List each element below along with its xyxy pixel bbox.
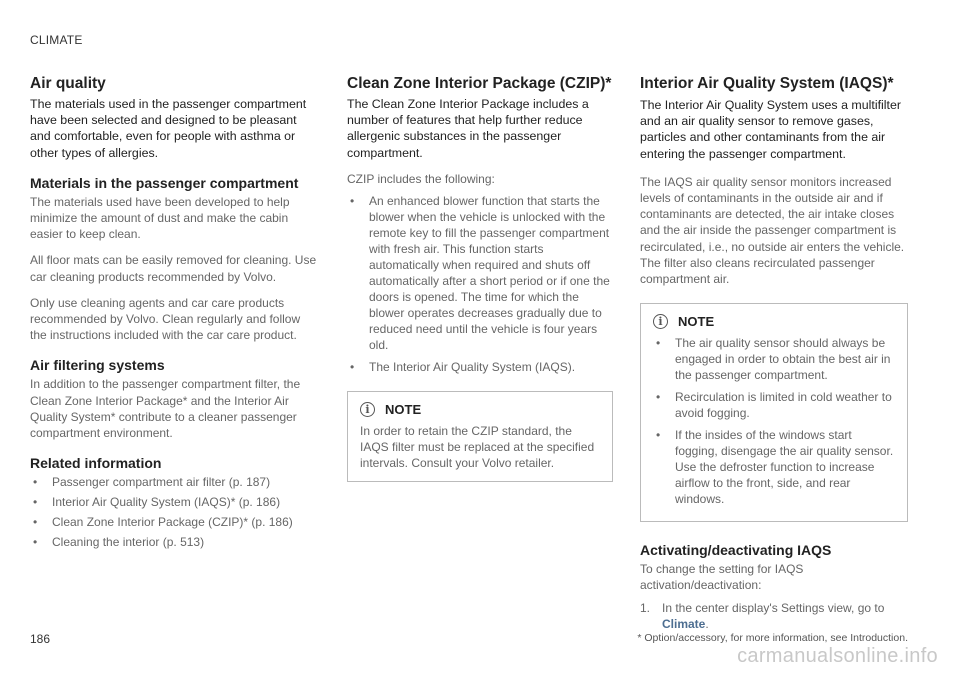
heading-related-info: Related information bbox=[30, 455, 162, 472]
bullet-dot: • bbox=[656, 336, 661, 351]
related-link-czip[interactable]: • Clean Zone Interior Package (CZIP)* (p. 186) bbox=[33, 515, 293, 530]
materials-paragraph-3: Only use cleaning agents and car care products recommended by Volvo. Clean regularly and follow the instructions included with the car care product. bbox=[30, 295, 301, 343]
iaqs-note-item: • Recirculation is limited in cold weather to avoid fogging. bbox=[656, 390, 892, 421]
bullet-dot: • bbox=[33, 535, 38, 550]
bullet-dot: • bbox=[33, 515, 38, 530]
bullet-dot: • bbox=[350, 360, 355, 375]
section-header: CLIMATE bbox=[30, 33, 83, 47]
column-air-quality bbox=[30, 75, 320, 554]
heading-air-filtering: Air filtering systems bbox=[30, 357, 165, 374]
note-title: NOTE bbox=[678, 314, 715, 330]
air-quality-intro: The materials used in the passenger compartment have been selected and designed to be pleasant and comfortable, even for people with asthma or other types of allergies. bbox=[30, 97, 307, 160]
heading-activating-iaqs: Activating/deactivating IAQS bbox=[640, 542, 832, 559]
info-circle-icon: i bbox=[653, 314, 668, 329]
heading-materials: Materials in the passenger compartment bbox=[30, 174, 299, 191]
bullet-dot: • bbox=[33, 495, 38, 510]
czip-feature-list bbox=[347, 193, 613, 375]
bullet-dot: • bbox=[350, 194, 355, 209]
watermark: carmanualsonline.info bbox=[737, 645, 938, 667]
czip-note-box bbox=[347, 391, 613, 482]
related-links-list bbox=[30, 474, 320, 550]
step-text: In the center display's Settings view, go to bbox=[662, 600, 885, 615]
czip-note-text: In order to retain the CZIP standard, the IAQS filter must be replaced at the specified intervals. Consult your Volvo retailer. bbox=[360, 424, 595, 471]
czip-feature-iaqs: • The Interior Air Quality System (IAQS). bbox=[350, 360, 576, 375]
column-czip bbox=[347, 75, 613, 482]
iaqs-description: The IAQS air quality sensor monitors increased levels of contaminants in the outside air and if contaminants are detected, the air intake closes and the air inside the passenger compartment is recirculated, i.e., no outside air enters the vehicle. The filter also cleans recirculated passenger compartment air. bbox=[640, 174, 905, 287]
activating-iaqs-paragraph: To change the setting for IAQS activation/deactivation: bbox=[640, 562, 804, 593]
heading-air-quality: Air quality bbox=[30, 75, 106, 92]
related-link-filter[interactable]: • Passenger compartment air filter (p. 187) bbox=[33, 475, 271, 490]
footnote: * Option/accessory, for more information, see Introduction. bbox=[637, 632, 908, 644]
activation-step-1 bbox=[640, 600, 908, 632]
iaqs-note-list bbox=[653, 335, 895, 507]
czip-feature-blower: • An enhanced blower function that starts the blower when the vehicle is unlocked with the remote key to fill the passenger compartment with fresh air. This function starts automatically when required and shuts off automatically after a short period or if one the doors is opened. The time for which the blower operates decreases gradually due to reduced need until the vehicle is four years old. bbox=[350, 194, 610, 353]
step-end: . bbox=[705, 616, 709, 631]
note-title: NOTE bbox=[385, 402, 422, 418]
activation-steps bbox=[640, 600, 908, 632]
step-number: 1. bbox=[640, 600, 651, 615]
heading-iaqs: Interior Air Quality System (IAQS)* bbox=[640, 75, 894, 92]
page-number: 186 bbox=[30, 632, 51, 646]
climate-menu-link[interactable]: Climate bbox=[662, 616, 706, 631]
bullet-dot: • bbox=[656, 390, 661, 405]
iaqs-note-box bbox=[640, 303, 908, 522]
column-iaqs bbox=[640, 75, 908, 632]
materials-paragraph-2: All floor mats can be easily removed for cleaning. Use car cleaning products recommended by Volvo. bbox=[30, 253, 317, 284]
air-filtering-paragraph: In addition to the passenger compartment filter, the Clean Zone Interior Package* and the Interior Air Quality System* contribute to a cleaner passenger compartment environment. bbox=[30, 377, 301, 441]
related-link-cleaning[interactable]: • Cleaning the interior (p. 513) bbox=[33, 535, 205, 550]
iaqs-intro: The Interior Air Quality System uses a multifilter and an air quality sensor to remove gases, particles and other contaminants from the air entering the passenger compartment. bbox=[640, 98, 901, 161]
bullet-dot: • bbox=[656, 428, 661, 443]
materials-paragraph-1: The materials used have been developed to help minimize the amount of dust and make the cabin easier to keep clean. bbox=[30, 194, 290, 242]
czip-includes: CZIP includes the following: bbox=[347, 171, 495, 186]
iaqs-note-item: • The air quality sensor should always be engaged in order to obtain the best air in the passenger compartment. bbox=[656, 336, 891, 383]
related-link-iaqs[interactable]: • Interior Air Quality System (IAQS)* (p. 186) bbox=[33, 495, 281, 510]
heading-czip: Clean Zone Interior Package (CZIP)* bbox=[347, 75, 612, 92]
info-circle-icon: i bbox=[360, 402, 375, 417]
iaqs-note-item: • If the insides of the windows start fogging, disengage the air quality sensor. Use the defroster function to increase airflow to the front, side, and rear windows. bbox=[656, 428, 894, 507]
czip-intro: The Clean Zone Interior Package includes a number of features that help further reduce allergenic substances in the passenger compartment. bbox=[347, 97, 589, 160]
bullet-dot: • bbox=[33, 475, 38, 490]
